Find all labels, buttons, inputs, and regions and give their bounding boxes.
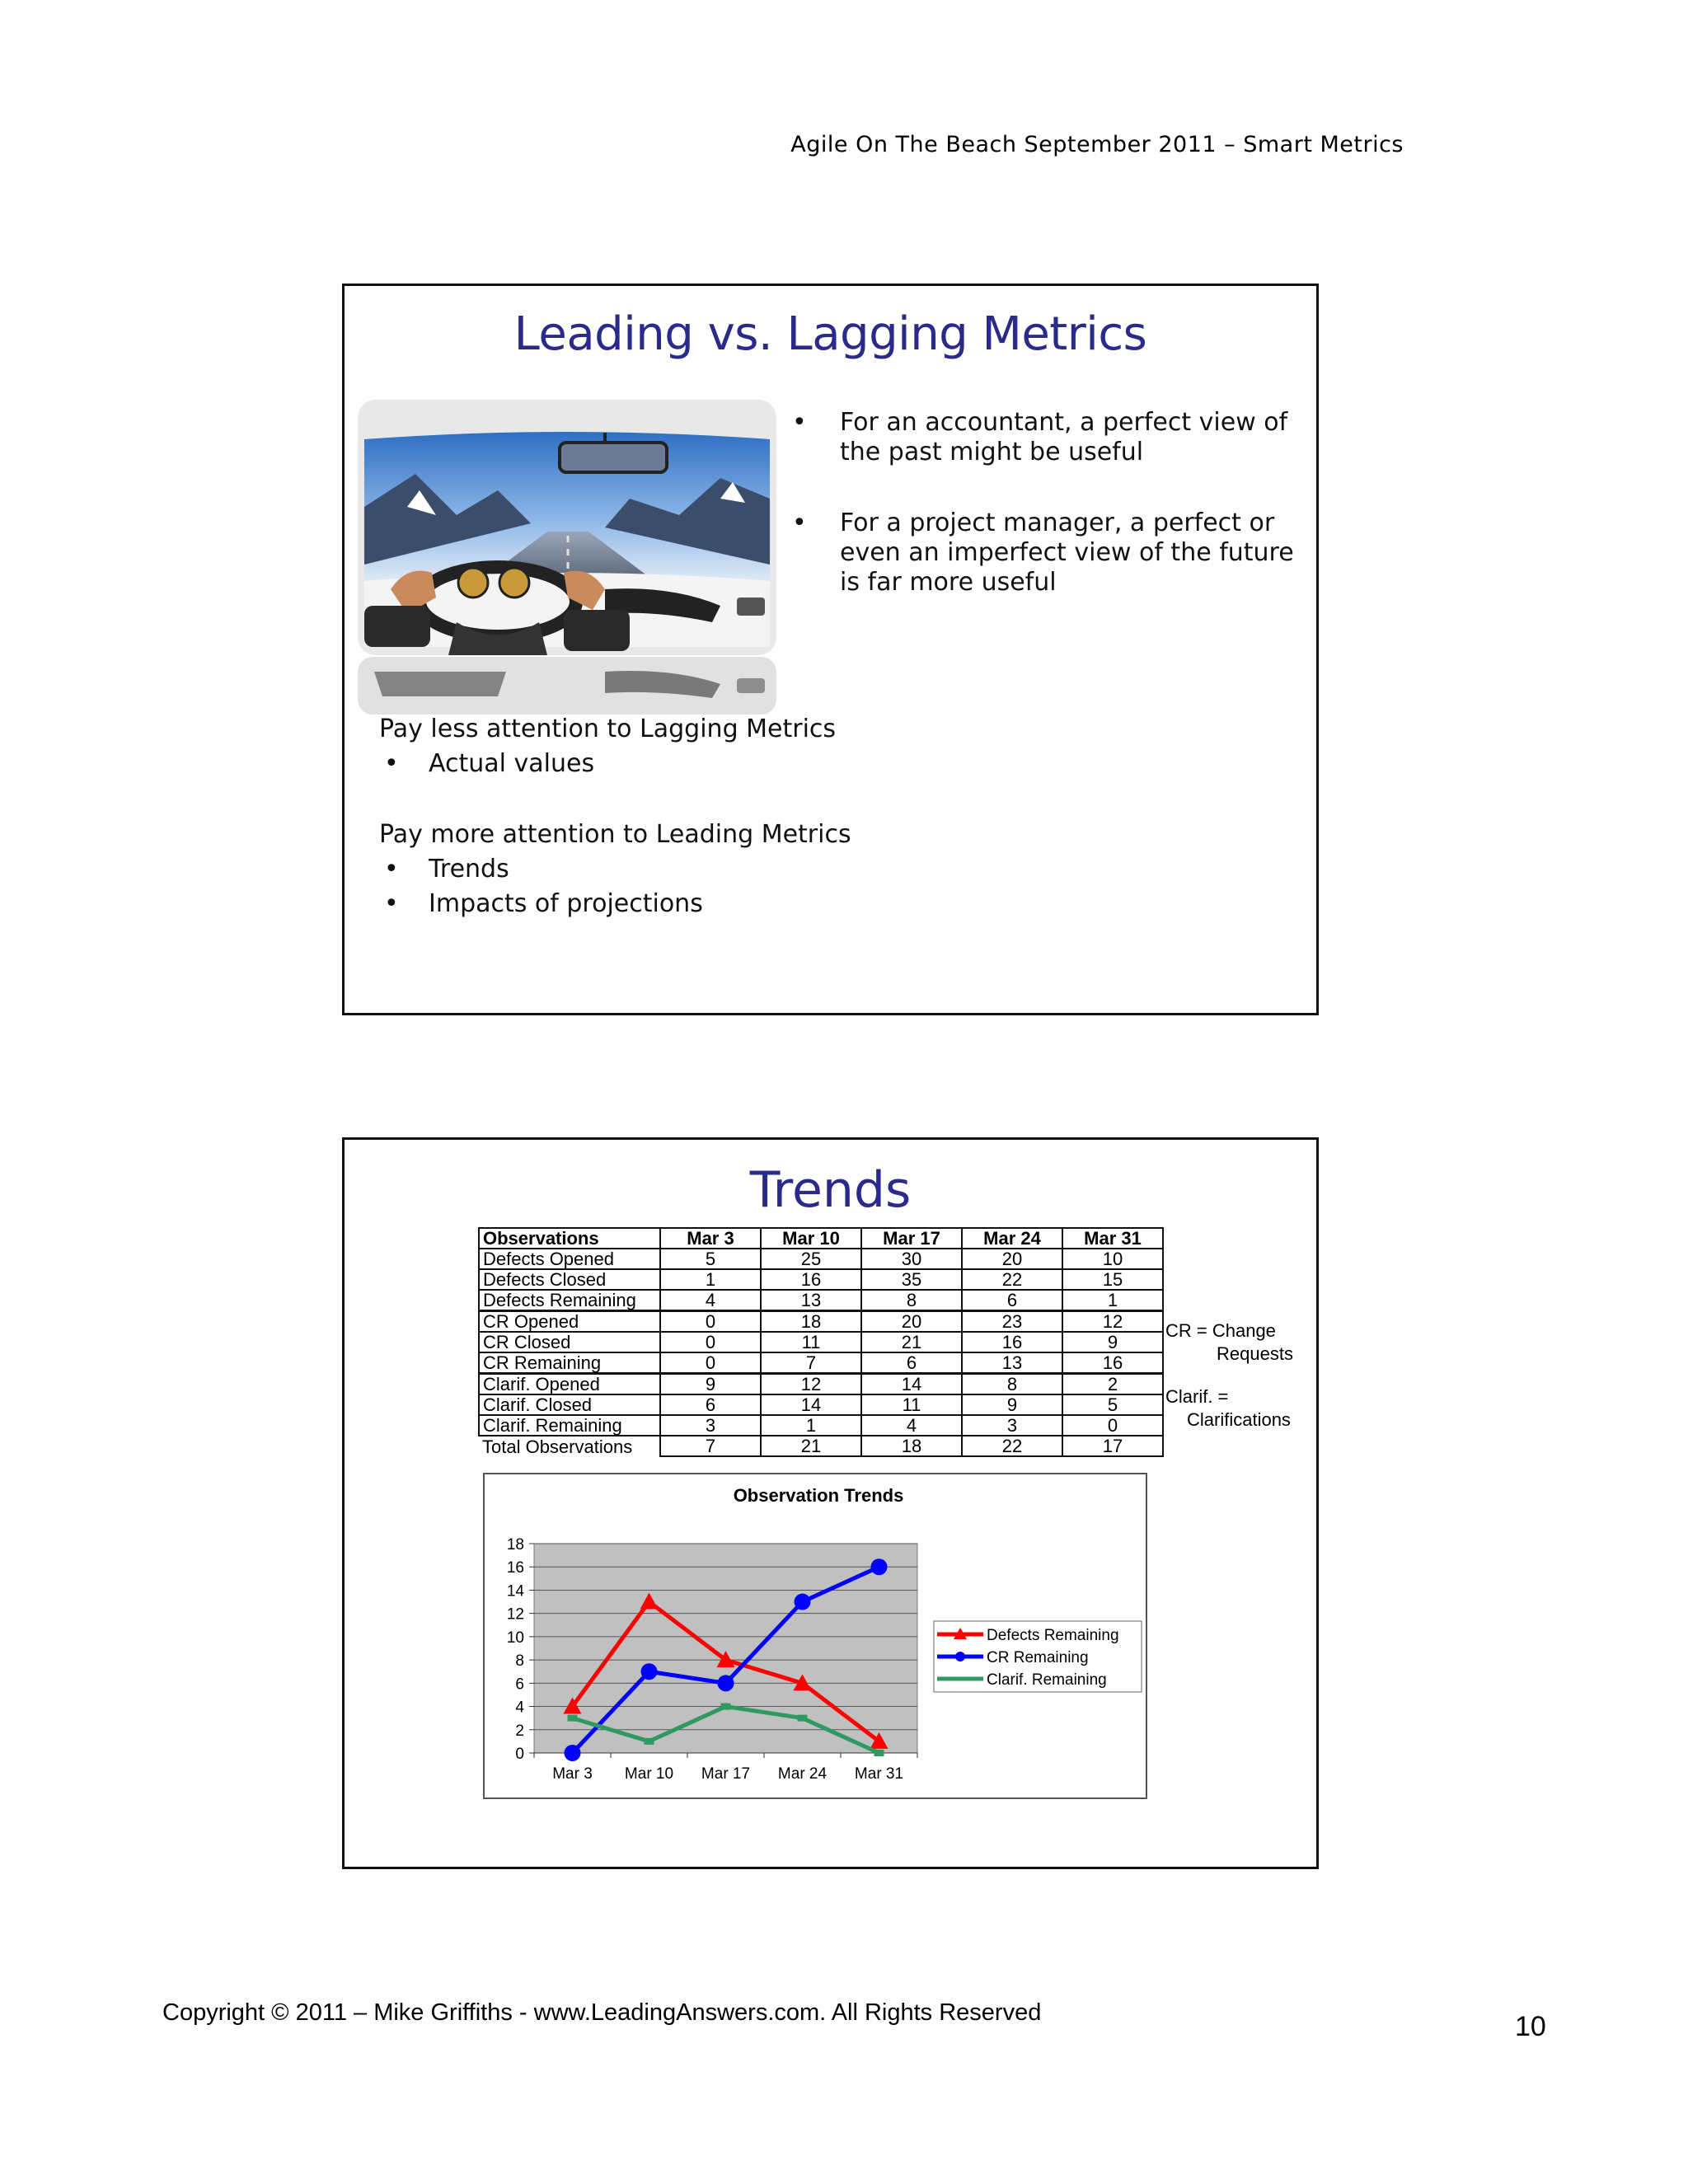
column-header: Mar 17 xyxy=(861,1228,962,1249)
slide-leading-lagging xyxy=(342,284,1319,1015)
list-item: • Actual values xyxy=(384,749,595,778)
row-label: Clarif. Remaining xyxy=(479,1415,660,1436)
car-dashboard-windshield-image xyxy=(358,400,776,715)
row-label: Defects Remaining xyxy=(479,1290,660,1311)
list-item: • Impacts of projections xyxy=(384,889,703,918)
table-cell: 7 xyxy=(660,1436,761,1456)
table-cell: 0 xyxy=(660,1311,761,1333)
row-label: Total Observations xyxy=(482,1436,633,1457)
x-tick-label: Mar 31 xyxy=(854,1765,904,1783)
column-header: Mar 31 xyxy=(1062,1228,1163,1249)
data-point xyxy=(568,1715,578,1722)
slide-title: Leading vs. Lagging Metrics xyxy=(513,307,1147,361)
table-row xyxy=(479,1290,1163,1311)
table-cell: 22 xyxy=(962,1436,1062,1456)
legend-label: Defects Remaining xyxy=(987,1627,1119,1644)
observations-table xyxy=(478,1227,1164,1457)
table-cell: 12 xyxy=(761,1374,861,1395)
table-cell: 3 xyxy=(660,1415,761,1436)
table-cell: 13 xyxy=(761,1290,861,1311)
row-label: CR Closed xyxy=(479,1332,660,1352)
table-cell: 6 xyxy=(962,1290,1062,1311)
table-cell: 7 xyxy=(761,1352,861,1374)
table-cell: 25 xyxy=(761,1249,861,1269)
chart-title: Observation Trends xyxy=(733,1485,904,1506)
slide-title: Trends xyxy=(749,1161,912,1219)
column-header: Mar 3 xyxy=(660,1228,761,1249)
bullet-item: • For an accountant, a perfect view of the past might be useful xyxy=(792,408,1288,466)
table-cell: 5 xyxy=(1062,1394,1163,1415)
data-point xyxy=(718,1675,734,1691)
table-cell: 13 xyxy=(962,1352,1062,1374)
table-cell: 18 xyxy=(861,1436,962,1456)
data-point xyxy=(645,1738,654,1745)
data-point xyxy=(721,1704,731,1710)
legend-label: CR Remaining xyxy=(987,1649,1089,1666)
table-cell: 3 xyxy=(962,1415,1062,1436)
table-row xyxy=(479,1394,1163,1415)
table-cell: 0 xyxy=(660,1332,761,1352)
column-header: Mar 24 xyxy=(962,1228,1062,1249)
table-cell: 1 xyxy=(761,1415,861,1436)
y-tick-label: 2 xyxy=(515,1722,524,1740)
row-label: Defects Opened xyxy=(479,1249,660,1269)
table-cell: 6 xyxy=(660,1394,761,1415)
table-row xyxy=(479,1374,1163,1395)
table-cell: 11 xyxy=(761,1332,861,1352)
table-cell: 35 xyxy=(861,1269,962,1290)
cr-definition-note: CR = Change Requests xyxy=(1165,1320,1293,1364)
table-cell: 12 xyxy=(1062,1311,1163,1333)
data-point xyxy=(871,1558,888,1575)
table-cell: 16 xyxy=(1062,1352,1163,1374)
bullet-dot-icon: • xyxy=(384,889,399,918)
table-row xyxy=(479,1415,1163,1436)
y-tick-label: 14 xyxy=(506,1582,524,1601)
table-cell: 11 xyxy=(861,1394,962,1415)
data-point xyxy=(874,1750,884,1756)
table-cell: 18 xyxy=(761,1311,861,1333)
table-cell: 17 xyxy=(1062,1436,1163,1456)
table-cell: 5 xyxy=(660,1249,761,1269)
y-tick-label: 16 xyxy=(506,1559,524,1577)
x-tick-label: Mar 3 xyxy=(552,1765,593,1783)
y-tick-label: 10 xyxy=(506,1629,524,1647)
table-row xyxy=(479,1352,1163,1374)
y-tick-label: 6 xyxy=(515,1675,524,1694)
row-label: Clarif. Opened xyxy=(479,1374,660,1395)
bullet-dot-icon: • xyxy=(384,855,399,883)
table-cell: 21 xyxy=(861,1332,962,1352)
bullet-dot-icon: • xyxy=(792,408,807,437)
x-tick-label: Mar 17 xyxy=(701,1765,751,1783)
y-tick-label: 4 xyxy=(515,1699,524,1717)
row-label: Defects Closed xyxy=(479,1269,660,1290)
table-row xyxy=(479,1249,1163,1269)
table-cell: 9 xyxy=(660,1374,761,1395)
table-cell: 21 xyxy=(761,1436,861,1456)
table-header-row xyxy=(479,1228,1163,1249)
y-tick-label: 18 xyxy=(506,1536,524,1554)
table-row xyxy=(479,1269,1163,1290)
chart-svg xyxy=(485,1474,1146,1797)
footer-copyright: Copyright © 2011 – Mike Griffiths - www.LeadingAnswers.com. All Rights Reserved xyxy=(162,1999,1042,2026)
table-cell: 1 xyxy=(660,1269,761,1290)
column-header: Observations xyxy=(479,1228,660,1249)
table-cell: 16 xyxy=(962,1332,1062,1352)
right-bullet-list xyxy=(785,408,1296,639)
observation-trends-chart xyxy=(483,1473,1147,1799)
data-point xyxy=(641,1663,658,1680)
table-cell: 30 xyxy=(861,1249,962,1269)
y-tick-label: 12 xyxy=(506,1605,524,1624)
clarif-definition-note: Clarif. = Clarifications xyxy=(1165,1386,1291,1430)
column-header: Mar 10 xyxy=(761,1228,861,1249)
table-cell: 1 xyxy=(1062,1290,1163,1311)
row-label: CR Remaining xyxy=(479,1352,660,1374)
lagging-leading-notes xyxy=(379,715,956,919)
table-cell: 0 xyxy=(1062,1415,1163,1436)
legend-marker xyxy=(955,1652,965,1661)
data-point xyxy=(565,1745,581,1761)
leading-heading: Pay more attention to Leading Metrics xyxy=(379,820,851,849)
table-cell: 10 xyxy=(1062,1249,1163,1269)
table-cell: 23 xyxy=(962,1311,1062,1333)
row-label: Clarif. Closed xyxy=(479,1394,660,1415)
table-cell: 22 xyxy=(962,1269,1062,1290)
bullet-dot-icon: • xyxy=(792,509,807,537)
table-cell: 14 xyxy=(761,1394,861,1415)
legend-label: Clarif. Remaining xyxy=(987,1671,1107,1689)
bullet-dot-icon: • xyxy=(384,749,399,778)
table-total-row xyxy=(479,1436,1163,1456)
slide-trends xyxy=(342,1137,1319,1869)
x-tick-label: Mar 24 xyxy=(777,1765,828,1783)
table-cell: 4 xyxy=(861,1415,962,1436)
table-cell: 4 xyxy=(660,1290,761,1311)
table-cell: 14 xyxy=(861,1374,962,1395)
table-row xyxy=(479,1332,1163,1352)
table-cell: 2 xyxy=(1062,1374,1163,1395)
y-tick-label: 0 xyxy=(515,1746,524,1763)
data-point xyxy=(795,1594,811,1610)
table-cell: 20 xyxy=(861,1311,962,1333)
table-cell: 9 xyxy=(1062,1332,1163,1352)
page-number: 10 xyxy=(1515,2011,1546,2042)
table-row xyxy=(479,1311,1163,1333)
table-cell: 8 xyxy=(962,1374,1062,1395)
table-cell: 0 xyxy=(660,1352,761,1374)
y-tick-label: 8 xyxy=(515,1652,524,1671)
row-label: CR Opened xyxy=(479,1311,660,1333)
table-cell: 15 xyxy=(1062,1269,1163,1290)
table-cell: 9 xyxy=(962,1394,1062,1415)
page-header: Agile On The Beach September 2011 – Smart Metrics xyxy=(790,132,1404,157)
lagging-heading: Pay less attention to Lagging Metrics xyxy=(379,715,837,743)
x-tick-label: Mar 10 xyxy=(624,1765,674,1783)
table-cell: 8 xyxy=(861,1290,962,1311)
table-cell: 16 xyxy=(761,1269,861,1290)
table-cell: 6 xyxy=(861,1352,962,1374)
data-point xyxy=(798,1715,808,1722)
list-item: • Trends xyxy=(384,855,509,883)
table-cell: 20 xyxy=(962,1249,1062,1269)
bullet-item: • For a project manager, a perfect or even an imperfect view of the future is far more useful xyxy=(792,509,1294,597)
